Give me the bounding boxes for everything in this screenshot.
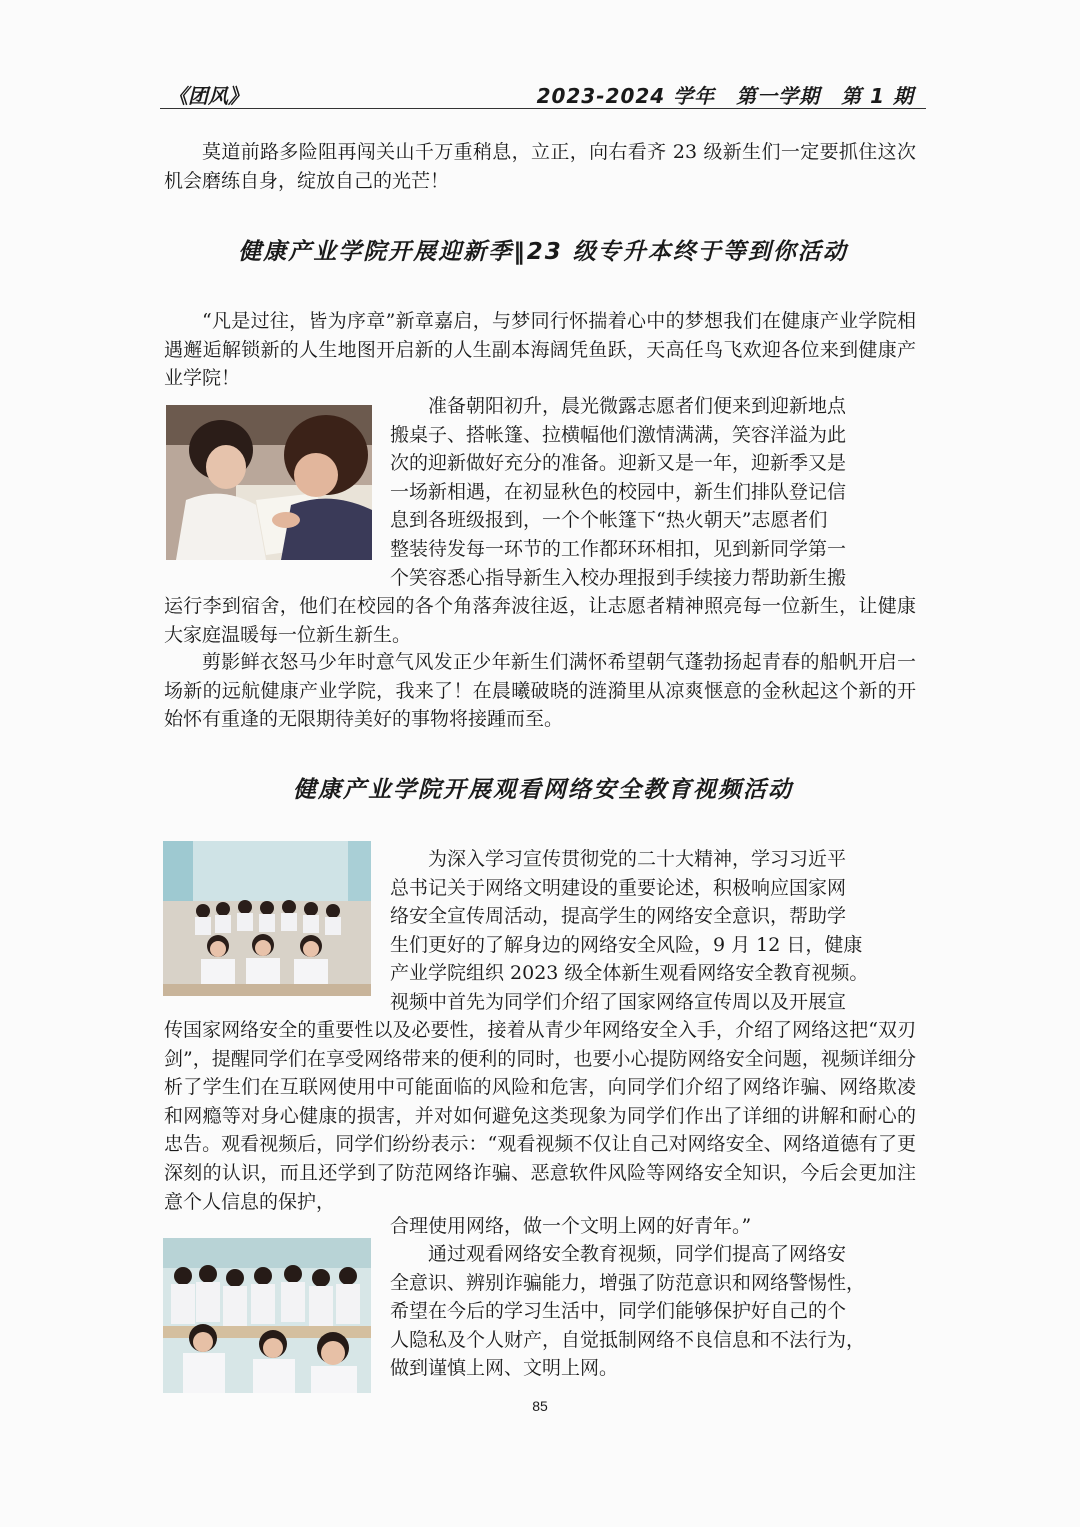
text-line: 做到谨慎上网、文明上网。 xyxy=(390,1357,619,1380)
article2-paragraph-1-beside xyxy=(390,845,916,1017)
article1-paragraph-2-beside xyxy=(390,392,916,592)
article1-paragraph-3: 剪影鲜衣怒马少年时意气风发正少年新生们满怀希望朝气蓬勃扬起青春的船帆开启一场新的远航健康产业学院，我来了！在晨曦破晓的涟漪里从凉爽惬意的金秋起这个新的开始怀有重逢的无限期待美好的事物将接踵而至。 xyxy=(164,651,916,731)
text-line: 个笑容悉心指导新生入校办理报到手续接力帮助新生搬 xyxy=(390,566,847,589)
issue-info: 2023-2024 学年 第一学期 第 1 期 xyxy=(536,84,914,108)
text-line: 整装待发每一环节的工作都环环相扣，见到新同学第一 xyxy=(390,537,847,560)
article2-paragraph-1-continued: 传国家网络安全的重要性以及必要性，接着从青少年网络安全入手，介绍了网络这把“双刃剑”，提醒同学们在享受网络带来的便利的同时，也要小心提防网络安全问题，视频详细分析了学生们在互联网使用中可能面临的风险和危害，向同学们介绍了网络诈骗、网络欺凌和网瘾等对身心健康的损害，并对如何避免这类现象为同学们作出了详细的讲解和耐心的忠告。观看视频后，同学们纷纷表示：“观看视频不仅让自己对网络安全、网络道德有了更深刻的认识，而且还学到了防范网络诈骗、恶意软件风险等网络安全知识，今后会更加注意个人信息的保护， xyxy=(164,1019,916,1213)
article1-title: 健康产业学院开展迎新季‖23 级专升本终于等到你活动 xyxy=(238,239,848,265)
photo-volunteers-registration-image xyxy=(166,405,372,560)
text-line: 息到各班级报到，一个个帐篷下“热火朝天”志愿者们 xyxy=(390,509,828,532)
article2-title: 健康产业学院开展观看网络安全教育视频活动 xyxy=(293,777,793,803)
text-line: 络安全宣传周活动，提高学生的网络安全意识，帮助学 xyxy=(390,905,847,928)
journal-name: 《团风》 xyxy=(168,84,248,108)
running-header xyxy=(160,78,926,109)
photo-students-seated-image xyxy=(163,1238,371,1393)
text-line: 希望在今后的学习生活中，同学们能够保护好自己的个 xyxy=(390,1300,847,1323)
text-line: 人隐私及个人财产，自觉抵制网络不良信息和不法行为， xyxy=(390,1328,866,1351)
text-line: 为深入学习宣传贯彻党的二十大精神，学习习近平 xyxy=(428,848,847,870)
article2-paragraph-2-beside xyxy=(390,1240,916,1383)
photo-classroom-video-image xyxy=(163,841,371,996)
article1-paragraph-1: “凡是过往，皆为序章”新章嘉启，与梦同行怀揣着心中的梦想我们在健康产业学院相遇邂逅解锁新的人生地图开启新的人生副本海阔凭鱼跃，天高任鸟飞欢迎各位来到健康产业学院！ xyxy=(164,310,916,390)
text-line: 总书记关于网络文明建设的重要论述，积极响应国家网 xyxy=(390,876,847,899)
photo-classroom-video xyxy=(163,841,371,996)
intro-paragraph: 莫道前路多险阻再闯关山千万重稍息，立正，向右看齐 23 级新生们一定要抓住这次机会磨练自身，绽放自己的光芒！ xyxy=(164,141,916,192)
photo-students-seated xyxy=(163,1238,371,1393)
text-line: 全意识、辨别诈骗能力，增强了防范意识和网络警惕性， xyxy=(390,1271,866,1294)
text-line: 搬桌子、搭帐篷、拉横幅他们激情满满，笑容洋溢为此 xyxy=(390,423,847,446)
article1-paragraph-2-continued: 运行李到宿舍，他们在校园的各个角落奔波往返，让志愿者精神照亮每一位新生，让健康大家庭温暖每一位新生新生。 xyxy=(164,595,916,646)
photo-volunteers-registration xyxy=(166,405,372,560)
text-line: 准备朝阳初升，晨光微露志愿者们便来到迎新地点 xyxy=(428,395,847,417)
text-line: 一场新相遇，在初显秋色的校园中，新生们排队登记信 xyxy=(390,480,847,503)
page-number: 85 xyxy=(532,1398,548,1414)
text-line: 生们更好的了解身边的网络安全风险，9 月 12 日，健康 xyxy=(390,933,863,956)
text-line: 产业学院组织 2023 级全体新生观看网络安全教育视频。 xyxy=(390,962,869,985)
article2-paragraph-1-tail: 合理使用网络，做一个文明上网的好青年。” xyxy=(390,1215,752,1237)
text-line: 次的迎新做好充分的准备。迎新又是一年，迎新季又是 xyxy=(390,452,847,475)
text-line: 通过观看网络安全教育视频，同学们提高了网络安 xyxy=(428,1243,847,1265)
text-line: 视频中首先为同学们介绍了国家网络宣传周以及开展宣 xyxy=(390,990,847,1013)
